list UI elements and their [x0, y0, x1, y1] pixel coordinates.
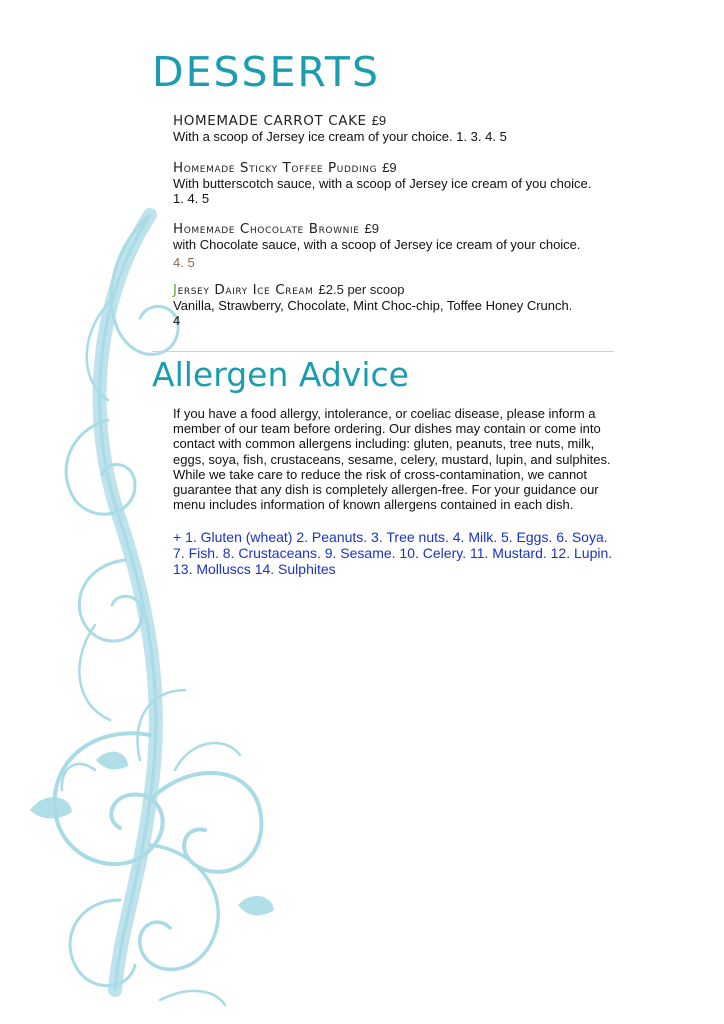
item-description: With butterscotch sauce, with a scoop of Jersey ice cream of you choice. [173, 176, 592, 191]
allergen-list: + 1. Gluten (wheat) 2. Peanuts. 3. Tree nuts. 4. Milk. 5. Eggs. 6. Soya. 7. Fish. 8. Crustaceans. 9. Sesame. 10. Celery. 11. Mustard. 12. Lupin. 13. Molluscs 14. Sulphites [173, 529, 613, 578]
item-description: with Chocolate sauce, with a scoop of Jersey ice cream of your choice. [173, 237, 581, 252]
item-price: £9 [382, 160, 397, 175]
item-name: ersey Dairy Ice Cream [177, 282, 314, 298]
item-price: £9 [371, 113, 387, 128]
menu-item-chocolate-brownie [173, 221, 613, 270]
item-allergen-codes: 4 [173, 313, 181, 328]
item-allergen-codes: 4. 5 [173, 255, 195, 270]
menu-item-carrot-cake [173, 113, 613, 144]
item-name-initial: J [173, 282, 178, 298]
item-allergen-codes: 1. 4. 5 [173, 191, 210, 206]
item-name: Homemade Sticky Toffee Pudding [173, 160, 378, 176]
allergen-heading: Allergen Advice [152, 355, 409, 394]
item-name: HOMEMADE CARROT CAKE [173, 113, 367, 129]
desserts-heading: DESSERTS [152, 48, 381, 96]
item-name: Homemade Chocolate Brownie [173, 221, 360, 237]
menu-item-jersey-dairy-ice-cream [173, 282, 613, 328]
item-description: With a scoop of Jersey ice cream of your choice. 1. 3. 4. 5 [173, 129, 507, 144]
item-price: £2.5 per scoop [318, 282, 405, 297]
section-divider [152, 351, 614, 352]
item-description: Vanilla, Strawberry, Chocolate, Mint Choc-chip, Toffee Honey Crunch. [173, 298, 573, 313]
allergen-advice-text: If you have a food allergy, intolerance, or coeliac disease, please inform a member of our team before ordering. Our dishes may contain or come into contact with common allergens including: gluten, peanuts, tree nuts, milk, eggs, soya, fish, crustaceans, sesame, celery, mustard, lupin, and sulphites. While we take care to reduce the risk of cross-contamination, we cannot guarantee that any dish is completely allergen-free. For your guidance our menu includes information of known allergens contained in each dish. [173, 406, 611, 513]
menu-item-sticky-toffee-pudding [173, 160, 613, 206]
item-price: £9 [364, 221, 379, 236]
